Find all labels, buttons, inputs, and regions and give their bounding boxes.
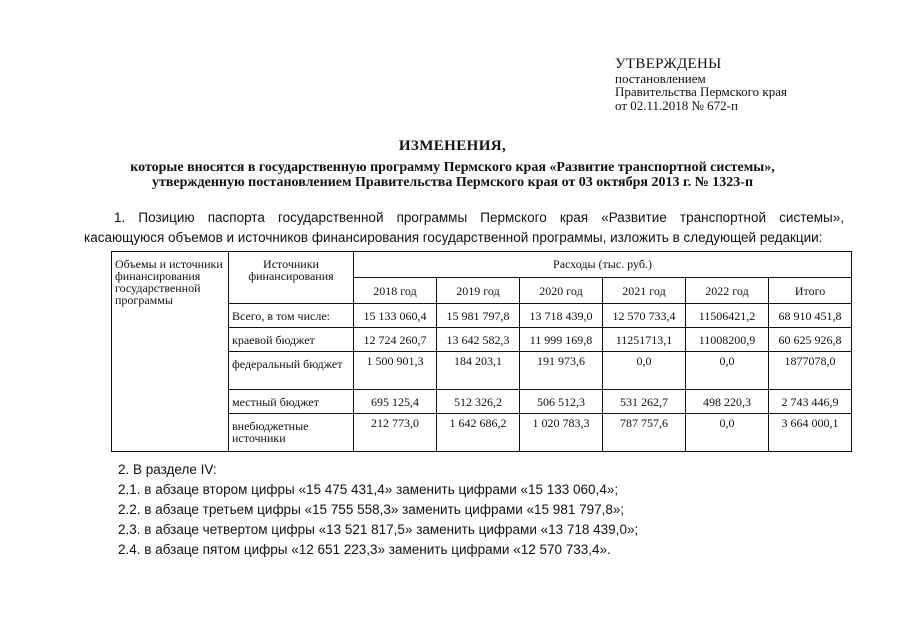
value-cell: 0,0 [603,352,686,390]
value-cell: 11506421,2 [686,304,769,328]
year-header: 2021 год [603,278,686,304]
value-cell: 15 981 797,8 [437,304,520,328]
approval-title: УТВЕРЖДЕНЫ [615,56,722,72]
approval-line: Правительства Пермского края [615,84,787,99]
value-cell: 0,0 [686,352,769,390]
subtitle-line: которые вносятся в государственную программу Пермского края «Развитие транспортной системы», [130,160,775,175]
item-line: 2.1. в абзаце втором цифры «15 475 431,4» заменить цифрами «15 133 060,4»; [118,482,619,497]
document-subtitle [0,160,905,190]
value-cell: 13 718 439,0 [520,304,603,328]
paragraph-line: 1. Позицию паспорта государственной программы Пермского края «Развитие транспортной системы», [114,210,844,225]
value-cell: 1 020 783,3 [520,414,603,452]
item-line: 2.4. в абзаце пятом цифры «12 651 223,3» заменить цифрами «12 570 733,4». [118,542,611,557]
approval-line: от 02.11.2018 № 672-п [615,97,738,113]
item-line: 2.2. в абзаце третьем цифры «15 755 558,3» заменить цифрами «15 981 797,8»; [118,502,625,517]
volumes-header: Объемы и источники финансирования государственной программы [112,252,229,452]
value-cell: 695 125,4 [354,390,437,414]
year-header: 2019 год [437,278,520,304]
value-cell: 1 642 686,2 [437,414,520,452]
year-header: 2020 год [520,278,603,304]
value-cell: 1877078,0 [769,352,852,390]
source-cell: краевой бюджет [229,328,354,352]
item-line: 2.3. в абзаце четвертом цифры «13 521 817,5» заменить цифрами «13 718 439,0»; [118,522,639,537]
value-cell: 68 910 451,8 [769,304,852,328]
value-cell: 15 133 060,4 [354,304,437,328]
value-cell: 787 757,6 [603,414,686,452]
value-cell: 0,0 [686,414,769,452]
value-cell: 498 220,3 [686,390,769,414]
approval-line: постановлением [615,70,706,86]
year-header: 2018 год [354,278,437,304]
source-cell: местный бюджет [229,390,354,414]
sources-header: Источники финансирования [229,252,354,304]
value-cell: 531 262,7 [603,390,686,414]
value-cell: 3 664 000,1 [769,414,852,452]
value-cell: 11 999 169,8 [520,328,603,352]
value-cell: 2 743 446,9 [769,390,852,414]
paragraph-1 [84,208,844,248]
value-cell: 506 512,3 [520,390,603,414]
value-cell: 12 724 260,7 [354,328,437,352]
value-cell: 13 642 582,3 [437,328,520,352]
document-title: ИЗМЕНЕНИЯ, [398,138,507,154]
value-cell: 184 203,1 [437,352,520,390]
subtitle-line: утвержденную постановлением Правительства Пермского края от 03 октября 2013 г. № 1323-п [151,175,754,190]
value-cell: 212 773,0 [354,414,437,452]
paragraph-line: касающуюся объемов и источников финансирования государственной программы, изложить в следующей редакции: [84,230,823,245]
source-cell: внебюджетные источники [229,414,354,452]
source-cell: федеральный бюджет [229,352,354,390]
value-cell: 11251713,1 [603,328,686,352]
value-cell: 60 625 926,8 [769,328,852,352]
item-line: 2. В разделе IV: [118,462,217,477]
total-header: Итого [769,278,852,304]
value-cell: 191 973,6 [520,352,603,390]
expenses-header: Расходы (тыс. руб.) [354,252,852,278]
value-cell: 512 326,2 [437,390,520,414]
year-header: 2022 год [686,278,769,304]
source-cell: Всего, в том числе: [229,304,354,328]
value-cell: 12 570 733,4 [603,304,686,328]
approval-block [615,58,787,112]
value-cell: 1 500 901,3 [354,352,437,390]
financing-table [111,251,852,452]
value-cell: 11008200,9 [686,328,769,352]
